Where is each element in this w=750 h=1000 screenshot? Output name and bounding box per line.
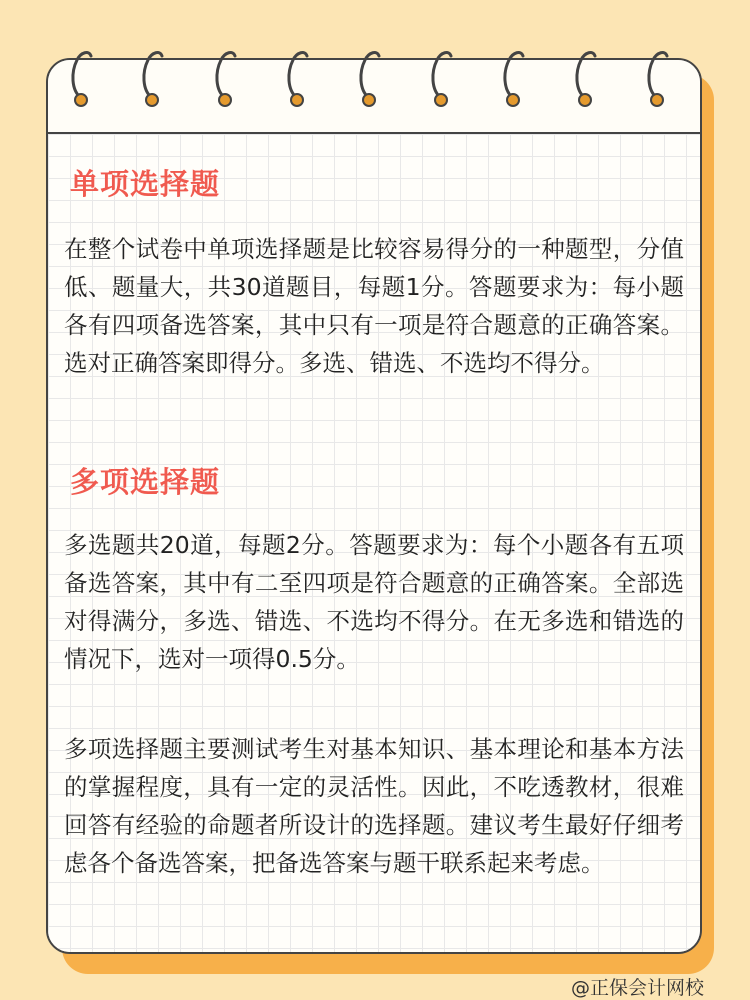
spiral-ring-icon: [67, 46, 95, 108]
section-title-single-choice: 单项选择题: [70, 167, 221, 201]
section-paragraph-multiple-choice-advice: 多项选择题主要测试考生对基本知识、基本理论和基本方法的掌握程度，具有一定的灵活性。因此，不吃透教材，很难回答有经验的命题者所设计的选择题。建议考生最好仔细考虑各个备选答案，把备选答案与题干联系起来考虑。: [64, 735, 684, 877]
spiral-ring-icon: [571, 46, 599, 108]
spiral-ring-icon: [427, 46, 455, 108]
spiral-ring-icon: [211, 46, 239, 108]
section-title-multiple-choice: 多项选择题: [70, 465, 221, 499]
spiral-ring-icon: [355, 46, 383, 108]
spiral-ring-icon: [138, 46, 166, 108]
section-paragraph-single-choice: 在整个试卷中单项选择题是比较容易得分的一种题型，分值低、题量大，共30道题目，每题1分。答题要求为：每小题各有四项备选答案，其中只有一项是符合题意的正确答案。选对正确答案即得分。多选、错选、不选均不得分。: [64, 235, 684, 377]
section-paragraph-multiple-choice-rules: 多选题共20道，每题2分。答题要求为：每个小题各有五项备选答案，其中有二至四项是符合题意的正确答案。全部选对得满分，多选、错选、不选均不得分。在无多选和错选的情况下，选对一项得0.5分。: [64, 531, 684, 673]
spiral-ring-icon: [499, 46, 527, 108]
spiral-ring-icon: [643, 46, 671, 108]
spiral-ring-icon: [283, 46, 311, 108]
credit-watermark: @正保会计网校: [570, 977, 704, 999]
